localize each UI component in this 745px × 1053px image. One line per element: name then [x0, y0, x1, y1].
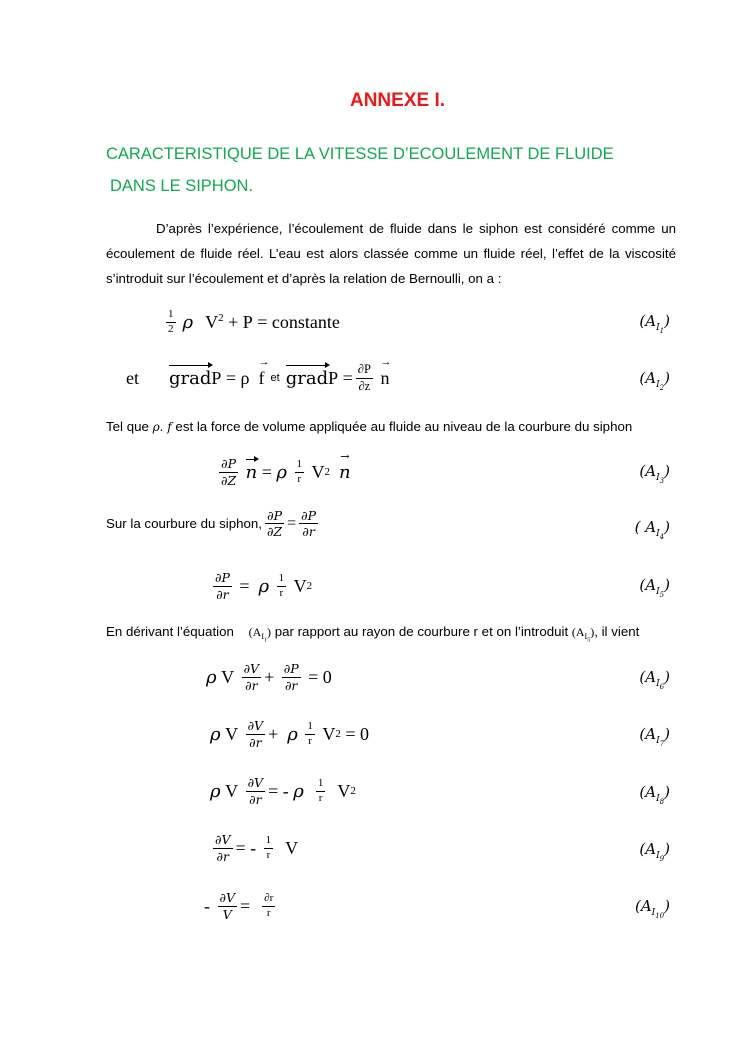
annex-title: ANNEXE I. — [349, 90, 446, 111]
fraction-dV-dr-3: $\frac{\partial V}{\partial r}$ — [247, 775, 264, 807]
fraction-half: $\frac{1}{2}$ — [168, 307, 174, 335]
fraction-1-r: $\frac{1}{r}$ — [296, 457, 302, 485]
fraction-dV-dr-4: $\frac{\partial V}{\partial r}$ — [215, 832, 231, 864]
fraction-1-r-5: $\frac{1}{r}$ — [265, 833, 272, 861]
equation-label-a3: $(A_{I_3})$ — [639, 462, 670, 485]
et-word: et — [126, 367, 139, 388]
equation-a6: ρ V $\frac{\partial V}{\partial r}$ + $\frac{\partial P}{\partial r}$ = 0 — [206, 661, 332, 693]
fraction-dP-dZ-2: $\frac{\partial P}{\partial Z}$ — [266, 508, 283, 540]
intro-text: D’après l’expérience, l’écoulement de fluide dans le siphon est considéré comme un écoulement de fluide réel. L’eau est alors classée comme un fluide réel, l’effet de la viscosité s’introduit sur l’écoulement et d’après la relation de Bernoulli, on a : — [106, 221, 676, 286]
equation-a4: Sur la courbure du siphon, $\frac{\partial P}{\partial Z}$ = $\frac{\partial P}{\partial r}$ — [106, 508, 317, 540]
equation-label-a9: $(A_{I_9})$ — [639, 840, 670, 863]
equation-a2: et grad P = ρ → f et grad P = $\frac{\partial P}{\partial z}$ → n — [126, 359, 389, 397]
tel-que-sentence: Tel que ρ. f est la force de volume appliquée au fluide au niveau de la courbure du siphon — [106, 419, 633, 434]
equation-label-a10: $(A_{I_{10}})$ — [634, 897, 670, 920]
et-small: et — [270, 372, 280, 384]
equation-label-a2: $(A_{I_2})$ — [639, 369, 670, 392]
fraction-dP-dr-3: $\frac{\partial P}{\partial r}$ — [283, 661, 299, 693]
equation-a9: $\frac{\partial V}{\partial r}$ = - $\frac{1}{r}$ V — [215, 832, 299, 864]
equation-label-a8: $(A_{I_8})$ — [639, 783, 670, 806]
equation-a8: ρ V $\frac{\partial V}{\partial r}$ = - ρ $\frac{1}{r}$ V 2 — [210, 775, 356, 807]
section-title-line2: DANS LE SIPHON. — [110, 177, 254, 195]
equation-a10: - $\frac{\partial V}{V}$ = $\frac{\partial r}{r}$ — [204, 890, 274, 922]
equation-label-a7: $(A_{I_7})$ — [639, 725, 670, 748]
equation-label-a4: ( $A_{I_4}$) — [634, 518, 670, 541]
equation-label-a6: $(A_{I_6})$ — [639, 668, 670, 691]
fraction-dP-dr-2: $\frac{\partial P}{\partial r}$ — [215, 570, 230, 602]
fraction-dV-dr-2: $\frac{\partial V}{\partial r}$ — [247, 718, 264, 750]
fraction-1-r-4: $\frac{1}{r}$ — [317, 776, 324, 804]
equation-a7: ρ V $\frac{\partial V}{\partial r}$ + ρ $\frac{1}{r}$ V 2 = 0 — [210, 718, 369, 750]
equation-label-a1: $(A_{I_1})$ — [639, 312, 670, 335]
fraction-dP-dz: $\frac{\partial P}{\partial z}$ — [357, 362, 371, 393]
fraction-dP-dZ: $\frac{\partial P}{\partial Z}$ — [221, 456, 237, 488]
fraction-dV-V: $\frac{\partial V}{V}$ — [219, 890, 235, 922]
derivant-sentence: En dérivant l’équation $(A_{I_1})$ par rapport au rayon de courbure r et on l’introduit $(A_{I_5})$, il vient — [106, 624, 640, 644]
equation-a5: $\frac{\partial P}{\partial r}$ = ρ $\frac{1}{r}$ V 2 — [215, 570, 313, 602]
equation-a3: $\frac{\partial P}{\partial Z}$ n = ρ $\frac{1}{r}$ V 2 → n — [216, 452, 351, 492]
section-title-line1: CARACTERISTIQUE DE LA VITESSE D’ECOULEMENT DE FLUIDE — [106, 145, 614, 163]
equation-label-a5: $(A_{I_5})$ — [639, 576, 670, 599]
intro-paragraph — [106, 216, 676, 291]
fraction-dr-r: $\frac{\partial r}{r}$ — [264, 891, 274, 919]
fraction-1-r-2: $\frac{1}{r}$ — [278, 571, 285, 599]
equation-a1: $\frac{1}{2}$ ρ $V^2 + P$ = constante — [168, 307, 340, 335]
fraction-1-r-3: $\frac{1}{r}$ — [307, 719, 313, 747]
fraction-dP-dr: $\frac{\partial P}{\partial r}$ — [301, 508, 317, 540]
constante-text: constante — [271, 311, 340, 332]
fraction-dV-dr: $\frac{\partial V}{\partial r}$ — [243, 661, 260, 693]
